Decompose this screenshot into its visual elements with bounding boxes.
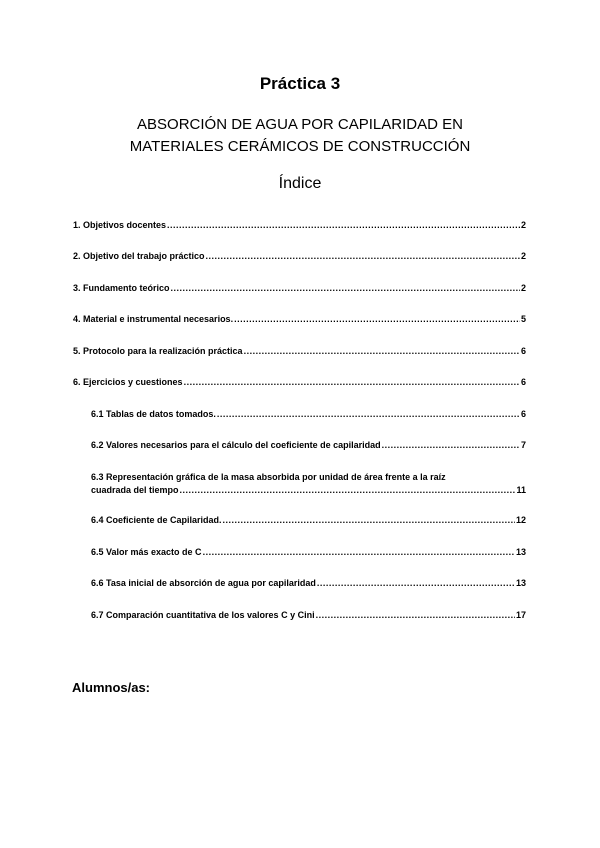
toc-leader-dots <box>184 376 520 389</box>
toc-entry-text: 6.7 Comparación cuantitativa de los valores C y Cini <box>91 610 315 620</box>
practice-title: Práctica 3 <box>259 74 341 93</box>
toc-leader-dots <box>171 282 520 295</box>
toc-page-number: 5 <box>520 314 526 324</box>
toc-entry-6 <box>73 376 526 389</box>
toc-entry-1 <box>73 219 526 232</box>
toc-entry-6-4 <box>91 514 526 527</box>
toc-page-number: 6 <box>520 377 526 387</box>
toc-page-number: 7 <box>520 440 526 450</box>
toc-leader-dots <box>167 219 520 232</box>
toc-entry-text: 6.3 Representación gráfica de la masa absorbida por unidad de área frente a la raíz <box>91 472 446 482</box>
students-label: Alumnos/as: <box>72 680 151 695</box>
toc-entry-text: 5. Protocolo para la realización práctica <box>73 346 243 356</box>
toc-entry-6-2 <box>91 439 526 452</box>
toc-page-number: 17 <box>515 610 526 620</box>
toc-page-number: 2 <box>520 283 526 293</box>
toc-page-number: 11 <box>516 485 526 495</box>
toc-entry-6-5 <box>91 546 526 559</box>
toc-entry-text: 2. Objetivo del trabajo práctico <box>73 251 205 261</box>
toc-leader-dots <box>317 577 515 590</box>
toc-leader-dots <box>217 408 520 421</box>
toc-page-number: 13 <box>515 547 526 557</box>
toc-page-number: 6 <box>520 409 526 419</box>
toc-entry-text-continued: cuadrada del tiempo <box>91 485 179 495</box>
toc-entry-4 <box>73 313 526 326</box>
toc-page-number: 2 <box>520 220 526 230</box>
toc-leader-dots <box>316 609 515 622</box>
toc-entry-2 <box>73 250 526 263</box>
toc-leader-dots <box>180 484 516 497</box>
toc-entry-6-7 <box>91 609 526 622</box>
toc-entry-text: 6.6 Tasa inicial de absorción de agua por capilaridad <box>91 578 316 588</box>
toc-page-number: 13 <box>515 578 526 588</box>
toc-leader-dots <box>206 250 520 263</box>
toc-entry-text: 6.5 Valor más exacto de C <box>91 547 202 557</box>
main-title-line-2: MATERIALES CERÁMICOS DE CONSTRUCCIÓN <box>129 138 471 155</box>
toc-leader-dots <box>244 345 520 358</box>
toc-entry-5 <box>73 345 526 358</box>
toc-leader-dots <box>223 514 515 527</box>
toc-entry-6-3 <box>91 471 526 497</box>
toc-entry-text: 6. Ejercicios y cuestiones <box>73 377 183 387</box>
toc-entry-text: 6.4 Coeficiente de Capilaridad. <box>91 515 222 525</box>
toc-leader-dots <box>234 313 520 326</box>
toc-page-number: 12 <box>515 515 526 525</box>
toc-entry-6-1 <box>91 408 526 421</box>
main-title-line-1: ABSORCIÓN DE AGUA POR CAPILARIDAD EN <box>137 116 463 133</box>
toc-leader-dots <box>203 546 515 559</box>
toc-leader-dots <box>382 439 520 452</box>
toc-entry-text: 3. Fundamento teórico <box>73 283 170 293</box>
index-heading: Índice <box>278 175 322 192</box>
toc-entry-text: 6.2 Valores necesarios para el cálculo del coeficiente de capilaridad <box>91 440 381 450</box>
toc-entry-6-6 <box>91 577 526 590</box>
toc-page-number: 6 <box>520 346 526 356</box>
toc-entry-text: 1. Objetivos docentes <box>73 220 167 230</box>
toc-entry-text: 4. Material e instrumental necesarios. <box>73 314 234 324</box>
toc-page-number: 2 <box>520 251 526 261</box>
toc-entry-text: 6.1 Tablas de datos tomados. <box>91 409 216 419</box>
toc-entry-3 <box>73 282 526 295</box>
